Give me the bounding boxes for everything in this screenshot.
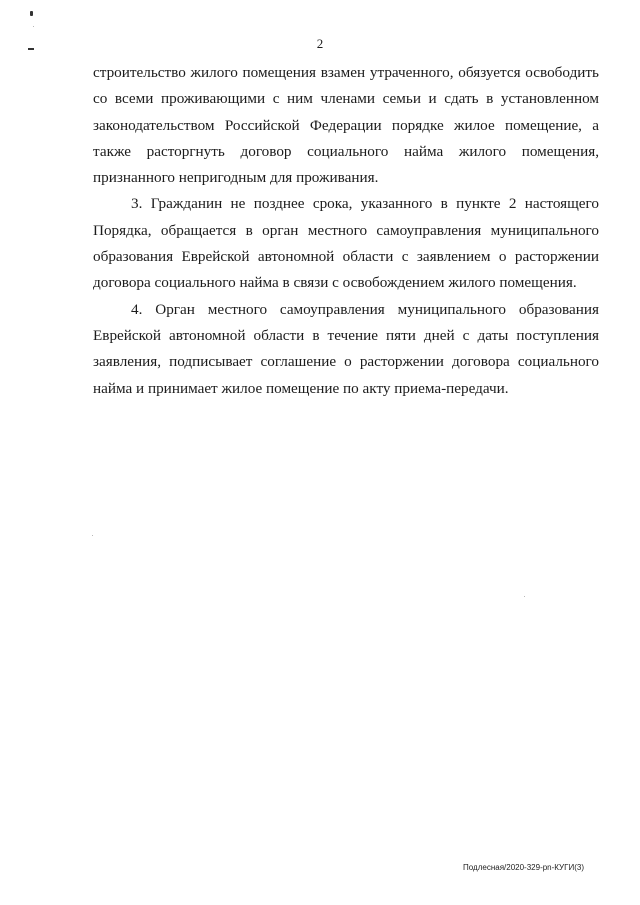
document-body (93, 60, 599, 402)
paragraph-item-4: 4. Орган местного самоуправления муниципального образования Еврейской автономной области в течение пяти дней с даты поступления заявления, подписывает соглашение о расторжении договора социального найма и принимает жилое помещение по акту приема-передачи. (93, 300, 599, 397)
scan-speck (33, 26, 34, 27)
document-footer-code: Подлесная/2020-329-pn-КУГИ(3) (463, 863, 584, 872)
page-number: 2 (316, 36, 324, 51)
paragraph-item-3: 3. Гражданин не позднее срока, указанного в пункте 2 настоящего Порядка, обращается в орган местного самоуправления муниципального образования Еврейской автономной области с заявлением о расторжении договора социального найма в связи с освобождением жилого помещения. (93, 195, 599, 292)
scan-speck (524, 596, 525, 597)
scan-mark-dot (30, 11, 33, 16)
paragraph-continuation: строительство жилого помещения взамен утраченного, обязуется освободить со всеми проживающими с ним членами семьи и сдать в установленном законодательством Российской Федерации порядке жилое помещение, а также расторгнуть договор социального найма жилого помещения, признанного непригодным для проживания. (93, 64, 599, 187)
scan-speck (92, 535, 93, 536)
